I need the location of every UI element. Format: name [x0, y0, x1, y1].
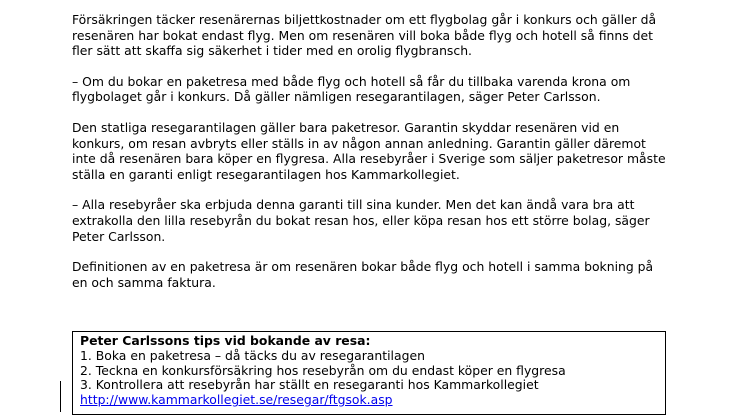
paragraph: Försäkringen täcker resenärernas biljettkostnader om ett flygbolag går i konkurs och gäller då resenären har bokat endast flyg. Men om resenären vill boka både flyg och hotell så finns det fler sätt att skaffa sig säkerhet i tider med en orolig flygbransch. — [72, 12, 657, 59]
tips-box — [72, 331, 666, 415]
paragraph: Den statliga resegarantilagen gäller bara paketresor. Garantin skyddar resenären vid en konkurs, om resan avbryts eller ställs in av någon annan anledning. Garantin gäller däremot inte då resenären bara köper en flygresa. Alla resebyråer i Sverige som säljer paketresor måste ställa en garanti enligt resegarantilagen hos Kammarkollegiet. — [72, 119, 666, 182]
tip-item: 2. Teckna en konkursförsäkring hos resebyrån om du endast köper en flygresa — [80, 362, 566, 378]
tip-item: 1. Boka en paketresa – då täcks du av resegarantilagen — [80, 347, 425, 363]
kammarkollegiet-link[interactable]: http://www.kammarkollegiet.se/resegar/ftgsok.asp — [80, 392, 393, 408]
tip-item: 3. Kontrollera att resebyrån har ställt en resegaranti hos Kammarkollegiet — [80, 377, 539, 393]
paragraph: – Om du bokar en paketresa med både flyg och hotell så får du tillbaka varenda krona om flygbolaget går i konkurs. Då gäller nämligen resegarantilagen, säger Peter Carlsson. — [72, 73, 631, 105]
paragraph: Definitionen av en paketresa är om resenären bokar både flyg och hotell i samma bokning på en och samma faktura. — [72, 259, 654, 290]
paragraph: – Alla resebyråer ska erbjuda denna garanti till sina kunder. Men det kan ändå vara bra att extrakolla den lilla resebyrån du bokat resan hos, eller köpa resan hos ett större bolag, säger Peter Carlsson. — [72, 197, 650, 244]
tips-title: Peter Carlssons tips vid bokande av resa: — [80, 333, 371, 348]
text-cursor — [60, 381, 61, 412]
article-body — [72, 12, 672, 305]
